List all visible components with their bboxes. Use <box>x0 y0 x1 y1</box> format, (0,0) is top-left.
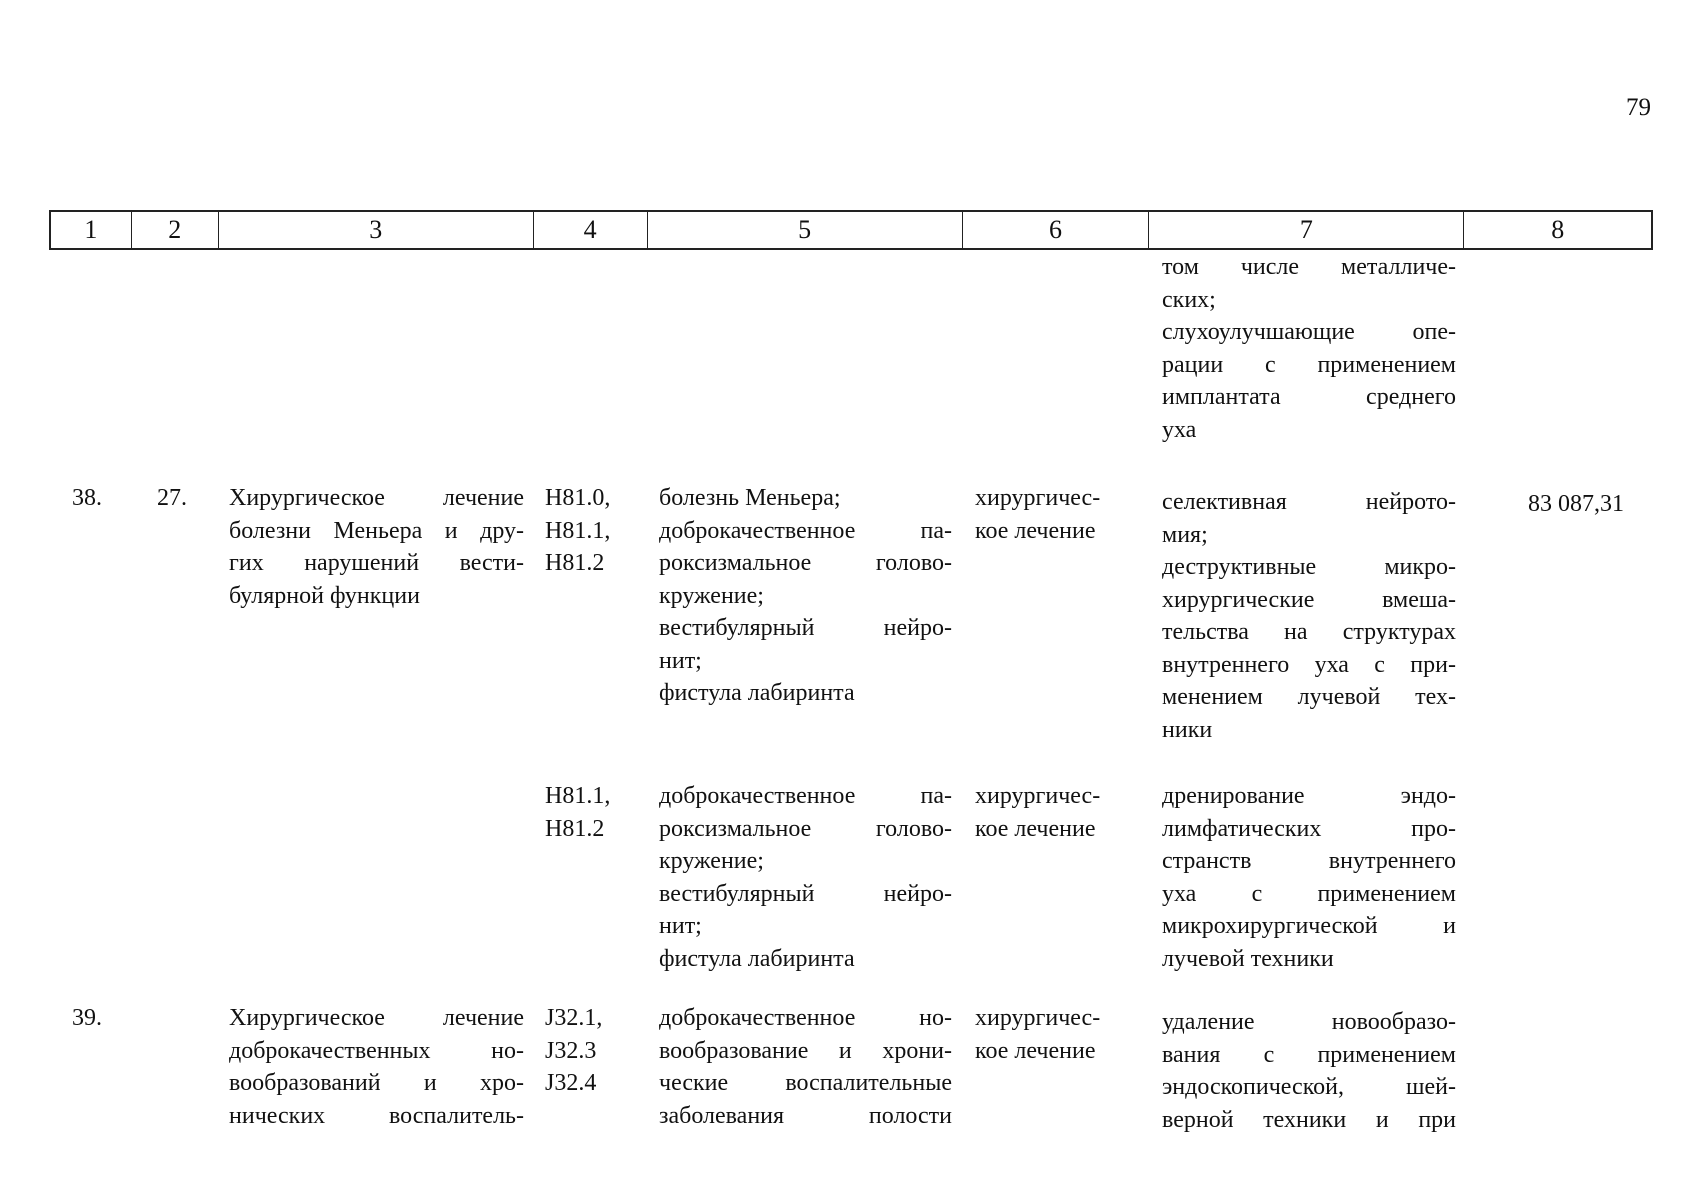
treatment-type-cell <box>975 482 1135 547</box>
icd-codes-cell <box>545 780 635 845</box>
text-line: лучевой техники <box>1162 945 1334 972</box>
text-line: дренирование эндо- <box>1162 783 1456 809</box>
treatment-type-cell <box>975 780 1135 845</box>
text-line: хирургичес- <box>975 485 1101 511</box>
text-line: вообразование и хрони- <box>659 1037 952 1064</box>
text-line: вания с применением <box>1162 1041 1456 1068</box>
group-number: 27. <box>157 485 187 511</box>
icd-codes-cell <box>545 482 635 580</box>
method-cell <box>1162 486 1456 746</box>
text-line: странств внутреннего <box>1162 848 1456 874</box>
header-col-8: 8 <box>1551 215 1565 244</box>
text-line: рации с применением <box>1162 351 1456 378</box>
text-line: нит; <box>659 913 702 939</box>
text-line: внутреннего уха с при- <box>1162 651 1456 678</box>
text-line: нических воспалитель- <box>229 1102 524 1129</box>
text-line: Хирургическое лечение <box>229 1005 524 1031</box>
header-col-5: 5 <box>648 212 963 248</box>
text-line: удаление новообразо- <box>1162 1009 1456 1035</box>
text-line: менением лучевой тех- <box>1162 684 1456 710</box>
text-line: деструктивные микро- <box>1162 554 1456 580</box>
text-line: верной техники и при <box>1162 1106 1456 1133</box>
text-line: вестибулярный нейро- <box>659 615 952 641</box>
text-line: J32.3 <box>545 1037 597 1064</box>
diagnosis-cell <box>659 780 952 975</box>
text-line: болезни Меньера и дру- <box>229 517 524 544</box>
text-line: фистула лабиринта <box>659 680 855 706</box>
text-line: доброкачественное па- <box>659 783 952 809</box>
text-line: доброкачественное па- <box>659 517 952 544</box>
text-line: эндоскопической, шей- <box>1162 1074 1456 1100</box>
text-line: H81.1, <box>545 783 611 809</box>
continuation-method-cell <box>1162 251 1456 446</box>
text-line: J32.4 <box>545 1070 597 1096</box>
table-header-row <box>49 210 1653 250</box>
text-line: гих нарушений вести- <box>229 550 524 576</box>
text-line: ских; <box>1162 286 1216 313</box>
text-line: фистула лабиринта <box>659 945 855 972</box>
page-number: 79 <box>1626 94 1651 121</box>
text-line: Хирургическое лечение <box>229 485 524 511</box>
text-line: имплантата среднего <box>1162 384 1456 410</box>
diagnosis-cell <box>659 482 952 710</box>
text-line: кружение; <box>659 848 764 874</box>
text-line: мия; <box>1162 521 1208 548</box>
text-line: H81.0, <box>545 485 611 511</box>
text-line: уха с применением <box>1162 880 1456 907</box>
header-col-7: 7 <box>1149 212 1464 248</box>
text-line: нит; <box>659 647 702 674</box>
text-line: булярной функции <box>229 582 420 609</box>
text-line: хирургичес- <box>975 1005 1101 1031</box>
icd-codes-cell <box>545 1002 635 1100</box>
text-line: доброкачественных но- <box>229 1037 524 1064</box>
treatment-type-cell <box>975 1002 1135 1067</box>
text-line: лимфатических про- <box>1162 815 1456 842</box>
text-line: H81.2 <box>545 815 605 842</box>
text-line: кое лечение <box>975 815 1096 842</box>
text-line: роксизмальное голово- <box>659 815 952 842</box>
text-line: селективная нейрото- <box>1162 489 1456 515</box>
text-line: H81.2 <box>545 550 605 576</box>
header-col-3: 3 <box>219 212 534 248</box>
text-line: вообразований и хро- <box>229 1070 524 1096</box>
text-line: болезнь Меньера; <box>659 485 841 511</box>
text-line: вестибулярный нейро- <box>659 880 952 907</box>
text-line: заболевания полости <box>659 1102 952 1129</box>
text-line: слухоулучшающие опе- <box>1162 319 1456 345</box>
cost-value: 83 087,31 <box>1528 491 1624 517</box>
text-line: хирургичес- <box>975 783 1101 809</box>
text-line: роксизмальное голово- <box>659 550 952 576</box>
text-line: доброкачественное но- <box>659 1005 952 1031</box>
header-col-2: 2 <box>132 212 219 248</box>
header-col-1: 1 <box>51 212 132 248</box>
text-line: кое лечение <box>975 517 1096 544</box>
text-line: ческие воспалительные <box>659 1070 952 1096</box>
text-line: ники <box>1162 716 1213 743</box>
text-line: тельства на структурах <box>1162 619 1456 645</box>
diagnosis-cell <box>659 1002 952 1132</box>
row-number: 39. <box>72 1005 102 1031</box>
procedure-name-cell <box>229 1002 524 1132</box>
header-col-6: 6 <box>963 212 1150 248</box>
text-line: кое лечение <box>975 1037 1096 1064</box>
method-cell <box>1162 780 1456 975</box>
text-line: J32.1, <box>545 1005 603 1031</box>
text-line: H81.1, <box>545 517 611 544</box>
row-number: 38. <box>72 485 102 511</box>
header-col-4: 4 <box>534 212 648 248</box>
text-line: уха <box>1162 416 1197 443</box>
text-line: микрохирургической и <box>1162 913 1456 939</box>
text-line: кружение; <box>659 582 764 609</box>
text-line: хирургические вмеша- <box>1162 586 1456 613</box>
method-cell <box>1162 1006 1456 1136</box>
procedure-name-cell <box>229 482 524 612</box>
text-line: том числе металличе- <box>1162 254 1456 280</box>
